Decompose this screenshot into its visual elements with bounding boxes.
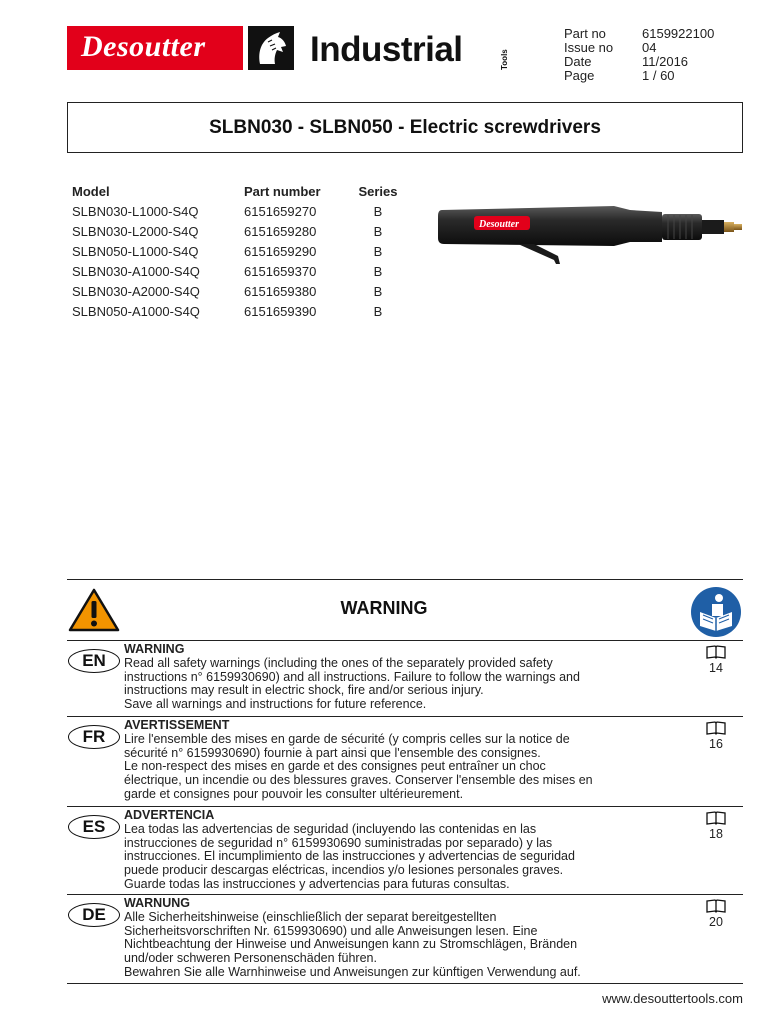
- document-meta: [564, 27, 714, 83]
- table-row: SLBN030-L2000-S4Q 6151659280 B: [72, 224, 383, 239]
- table-row: SLBN030-L1000-S4Q 6151659270 B: [72, 204, 383, 219]
- table-row: SLBN030-A2000-S4Q 6151659380 B: [72, 284, 383, 299]
- divider: [67, 579, 743, 580]
- table-row: SLBN050-L1000-S4Q 6151659290 B: [72, 244, 383, 259]
- horse-logo-icon: [248, 26, 294, 70]
- division-sub: Tools: [500, 49, 509, 70]
- book-icon: [706, 645, 726, 659]
- language-block-es: [67, 806, 743, 894]
- book-icon: [706, 811, 726, 825]
- language-text: WARNUNG Alle Sicherheitshinweise (einschließlich der separat bereitgestellten Sicherheitsvorschriften Nr. 6159930690) und alle Anweisungen lesen. Eine Nichtbeachtung der Hinweise und Anweisungen kann zu Stromschlägen, Bränden und/oder schweren Personenschäden führen. Bewahren Sie alle Warnhinweise und Anweisungen zur künftigen Verwendung auf.: [124, 896, 581, 979]
- read-manual-icon: [690, 586, 742, 638]
- tool-brand-label: Desoutter: [479, 219, 519, 230]
- language-badge: DE: [68, 903, 120, 927]
- divider: [67, 983, 743, 984]
- language-block-de: [67, 894, 743, 983]
- page-ref[interactable]: 18: [692, 811, 740, 841]
- page-ref[interactable]: 20: [692, 899, 740, 929]
- meta-row: Part no 6159922100: [564, 26, 715, 41]
- document-title: SLBN030 - SLBN050 - Electric screwdrivers: [209, 116, 601, 138]
- screwdriver-image: [434, 194, 746, 268]
- language-text: AVERTISSEMENT Lire l'ensemble des mises en garde de sécurité (y compris celles sur la notice de sécurité n° 6159930690) fournie à part ainsi que l'ensemble des consignes. Le non-respect des mises en garde et des consignes peut entraîner un choc électrique, un incendie ou des blessures graves. Conserver l'ensemble des mises en garde et consignes pour pouvoir les consulter ultérieurement.: [124, 718, 593, 801]
- language-block-en: [67, 640, 743, 716]
- warning-title: WARNING: [340, 598, 428, 618]
- page-ref[interactable]: 16: [692, 721, 740, 751]
- language-badge: FR: [68, 725, 120, 749]
- table-row: SLBN050-A1000-S4Q 6151659390 B: [72, 304, 383, 319]
- language-text: WARNING Read all safety warnings (including the ones of the separately provided safety instructions n° 6159930690) and all instructions. Failure to follow the warnings and instructions may result in electric shock, fire and/or serious injury. Save all warnings and instructions for future reference.: [124, 642, 580, 712]
- book-icon: [706, 899, 726, 913]
- model-table: [72, 182, 400, 322]
- table-header: Model Part number Series: [72, 184, 398, 199]
- language-text: ADVERTENCIA Lea todas las advertencias de seguridad (incluyendo las contenidas en las instrucciones de seguridad n° 6159930690 suministradas por separado) y las instrucciones. El incumplimiento de las instrucciones y advertencias de seguridad puede producir descargas eléctricas, incendios y/o lesiones personales graves. Guarde todas las instrucciones y advertencias para futuras consultas.: [124, 808, 575, 891]
- meta-row: Page 1 / 60: [564, 68, 675, 83]
- book-icon: [706, 721, 726, 735]
- division-wordmark: Industrial: [310, 30, 463, 69]
- meta-row: Issue no 04: [564, 40, 657, 55]
- meta-row: Date 11/2016: [564, 54, 689, 69]
- brand-wordmark: Desoutter: [81, 30, 206, 63]
- language-badge: ES: [68, 815, 120, 839]
- page-ref[interactable]: 14: [692, 645, 740, 675]
- desoutter-logo: [67, 26, 243, 70]
- language-block-fr: [67, 716, 743, 804]
- footer-url[interactable]: www.desouttertools.com: [602, 991, 743, 1006]
- title-box: [67, 102, 743, 153]
- table-row: SLBN030-A1000-S4Q 6151659370 B: [72, 264, 383, 279]
- language-badge: EN: [68, 649, 120, 673]
